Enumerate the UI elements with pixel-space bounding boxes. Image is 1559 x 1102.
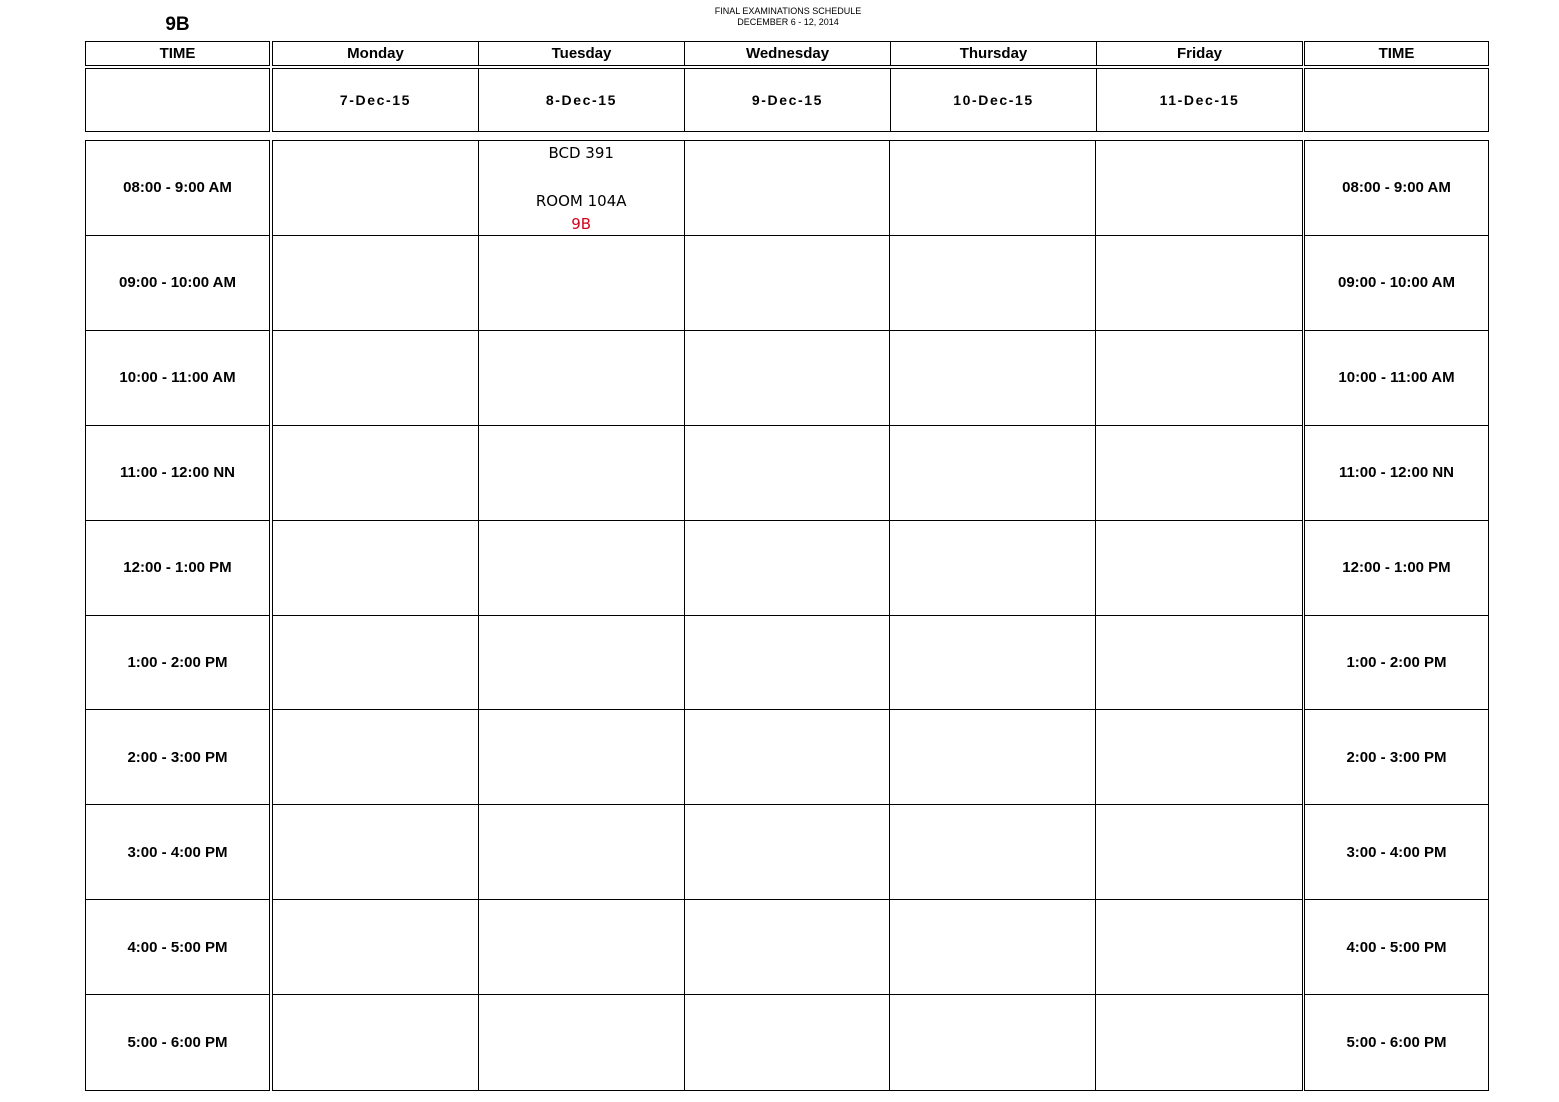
time-column-right bbox=[1304, 140, 1489, 1091]
date-row-right-blank bbox=[1304, 68, 1489, 132]
time-header-left bbox=[85, 41, 270, 66]
schedule-cell bbox=[273, 900, 479, 995]
date-wednesday: 9-Dec-15 bbox=[685, 69, 891, 131]
title-line-2: DECEMBER 6 - 12, 2014 bbox=[737, 17, 839, 27]
schedule-cell bbox=[890, 141, 1096, 236]
schedule-cell bbox=[273, 426, 479, 521]
schedule-cell bbox=[1096, 805, 1302, 900]
schedule-grid bbox=[272, 140, 1303, 1091]
schedule-cell bbox=[1096, 236, 1302, 331]
schedule-cell bbox=[685, 995, 891, 1090]
schedule-cell bbox=[685, 141, 891, 236]
time-slot-left: 12:00 - 1:00 PM bbox=[86, 521, 269, 616]
schedule-cell bbox=[479, 710, 685, 805]
date-friday: 11-Dec-15 bbox=[1159, 92, 1240, 108]
exam-section: 9B bbox=[571, 215, 592, 233]
time-header-right bbox=[1304, 41, 1489, 66]
schedule-cell bbox=[273, 805, 479, 900]
schedule-cell bbox=[890, 236, 1096, 331]
day-header-thursday: Thursday bbox=[891, 42, 1097, 65]
schedule-cell bbox=[479, 805, 685, 900]
schedule-cell bbox=[1096, 141, 1302, 236]
schedule-cell bbox=[1096, 426, 1302, 521]
date-thursday: 10-Dec-15 bbox=[891, 69, 1097, 131]
schedule-cell bbox=[479, 426, 685, 521]
time-slot-left: 4:00 - 5:00 PM bbox=[86, 900, 269, 995]
time-slot-left: 08:00 - 9:00 AM bbox=[86, 141, 269, 236]
day-header-wednesday: Wednesday bbox=[685, 42, 891, 65]
schedule-cell bbox=[1096, 710, 1302, 805]
schedule-cell bbox=[479, 995, 685, 1090]
schedule-cell bbox=[685, 616, 891, 711]
schedule-cell bbox=[479, 141, 685, 236]
schedule-cell bbox=[479, 521, 685, 616]
exam-course: BCD 391 bbox=[548, 144, 614, 162]
schedule-cell bbox=[685, 900, 891, 995]
time-slot-right: 12:00 - 1:00 PM bbox=[1305, 521, 1488, 616]
title-line-1: FINAL EXAMINATIONS SCHEDULE bbox=[714, 6, 862, 16]
day-header-friday: Friday bbox=[1176, 45, 1222, 62]
time-slot-left: 10:00 - 11:00 AM bbox=[86, 331, 269, 426]
schedule-cell bbox=[890, 331, 1096, 426]
time-slot-right: 09:00 - 10:00 AM bbox=[1305, 236, 1488, 331]
schedule-cell bbox=[273, 995, 479, 1090]
schedule-cell bbox=[685, 236, 891, 331]
schedule-cell bbox=[1096, 616, 1302, 711]
schedule-cell bbox=[685, 426, 891, 521]
schedule-cell bbox=[890, 995, 1096, 1090]
schedule-cell bbox=[273, 236, 479, 331]
time-slot-right: 5:00 - 6:00 PM bbox=[1346, 1034, 1447, 1052]
day-header-monday: Monday bbox=[273, 42, 479, 65]
schedule-cell bbox=[890, 710, 1096, 805]
time-slot-left: 11:00 - 12:00 NN bbox=[86, 426, 269, 521]
schedule-cell bbox=[273, 521, 479, 616]
time-slot-right: 08:00 - 9:00 AM bbox=[1305, 141, 1488, 236]
time-slot-right: 2:00 - 3:00 PM bbox=[1305, 710, 1488, 805]
schedule-cell bbox=[1096, 900, 1302, 995]
date-tuesday: 8-Dec-15 bbox=[479, 69, 685, 131]
schedule-cell bbox=[273, 331, 479, 426]
time-slot-left: 2:00 - 3:00 PM bbox=[86, 710, 269, 805]
schedule-cell bbox=[479, 900, 685, 995]
time-slot-left: 1:00 - 2:00 PM bbox=[86, 616, 269, 711]
day-header-tuesday: Tuesday bbox=[479, 42, 685, 65]
schedule-cell bbox=[685, 521, 891, 616]
time-slot-right: 3:00 - 4:00 PM bbox=[1305, 805, 1488, 900]
time-slot-left: 5:00 - 6:00 PM bbox=[127, 1034, 228, 1052]
schedule-cell bbox=[479, 236, 685, 331]
time-header-right-label: TIME bbox=[1378, 45, 1415, 62]
exam-room: ROOM 104A bbox=[535, 192, 627, 210]
exam-entry bbox=[479, 141, 684, 235]
time-header-left-label: TIME bbox=[159, 45, 196, 62]
schedule-cell bbox=[479, 331, 685, 426]
dates-row bbox=[272, 68, 1303, 132]
time-slot-right: 10:00 - 11:00 AM bbox=[1305, 331, 1488, 426]
time-slot-right: 11:00 - 12:00 NN bbox=[1305, 426, 1488, 521]
time-slot-left: 09:00 - 10:00 AM bbox=[86, 236, 269, 331]
schedule-cell bbox=[1096, 331, 1302, 426]
schedule-cell bbox=[273, 710, 479, 805]
schedule-cell bbox=[1096, 995, 1302, 1090]
section-label: 9B bbox=[165, 14, 190, 35]
schedule-cell bbox=[890, 616, 1096, 711]
date-row-left-blank bbox=[85, 68, 270, 132]
schedule-cell bbox=[1096, 521, 1302, 616]
time-slot-right: 4:00 - 5:00 PM bbox=[1305, 900, 1488, 995]
time-column-left bbox=[85, 140, 270, 1091]
schedule-cell bbox=[890, 521, 1096, 616]
schedule-cell bbox=[890, 900, 1096, 995]
schedule-cell bbox=[685, 710, 891, 805]
schedule-cell bbox=[273, 616, 479, 711]
schedule-cell bbox=[273, 141, 479, 236]
days-header bbox=[272, 41, 1303, 66]
schedule-cell bbox=[890, 805, 1096, 900]
schedule-cell bbox=[890, 426, 1096, 521]
schedule-cell bbox=[685, 805, 891, 900]
time-slot-left: 3:00 - 4:00 PM bbox=[86, 805, 269, 900]
document-title bbox=[0, 6, 1559, 28]
date-monday: 7-Dec-15 bbox=[273, 69, 479, 131]
schedule-cell bbox=[479, 616, 685, 711]
schedule-cell bbox=[685, 331, 891, 426]
time-slot-right: 1:00 - 2:00 PM bbox=[1305, 616, 1488, 711]
